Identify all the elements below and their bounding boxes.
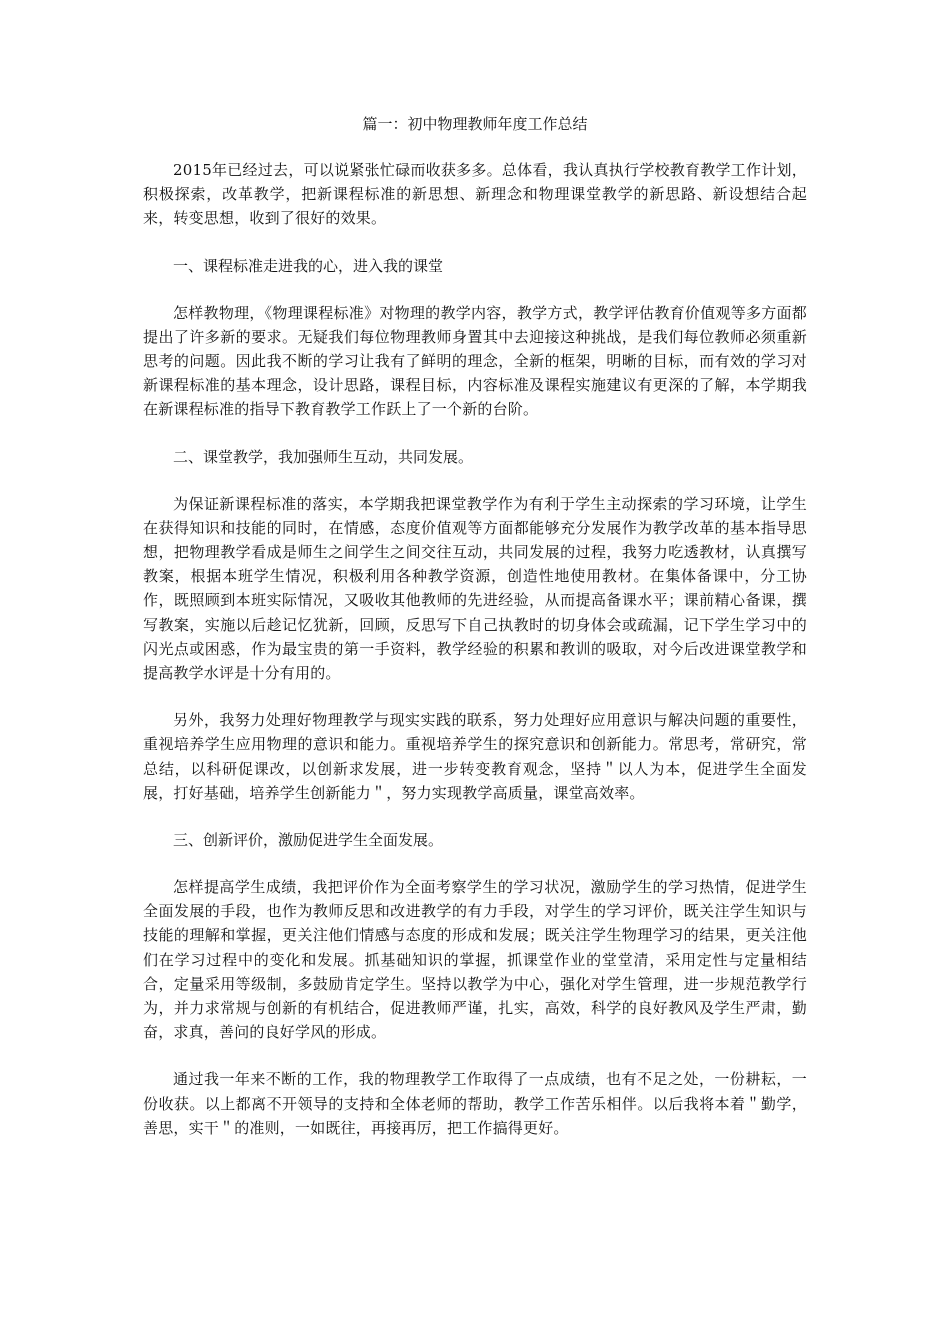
section-2-heading: 二、课堂教学，我加强师生互动，共同发展。 — [173, 447, 474, 466]
section-1-paragraph: 怎样教物理，《物理课程标准》对物理的教学内容，教学方式，教学评估教育价值观等多方面都提出了许多新的要求。无疑我们每位物理教师身置其中去迎接这种挑战，是我们每位教师必须重新思考的问题。因此我不断的学习让我有了鲜明的理念，全新的框架，明晰的目标，而有效的学习对新课程标准的基本理念，设计思路，课程目标，内容标准及课程实施建议有更深的了解，本学期我在新课程标准的指导下教育教学工作跃上了一个新的台阶。 — [143, 303, 807, 419]
section-1-heading: 一、课程标准走进我的心，进入我的课堂 — [173, 256, 444, 275]
section-3-paragraph: 怎样提高学生成绩，我把评价作为全面考察学生的学习状况，激励学生的学习热情，促进学生全面发展的手段，也作为教师反思和改进教学的有力手段，对学生的学习评价，既关注学生知识与技能的理解和掌握，更关注他们情感与态度的形成和发展；既关注学生物理学习的结果，更关注他们在学习过程中的变化和发展。抓基础知识的掌握，抓课堂作业的堂堂清，采用定性与定量相结合，定量采用等级制，多鼓励肯定学生。坚持以教学为中心，强化对学生管理，进一步规范教学行为，并力求常规与创新的有机结合，促进教师严谨，扎实，高效，科学的良好教风及学生严肃，勤奋，求真，善问的良好学风的形成。 — [143, 878, 807, 1042]
document-page — [143, 112, 807, 1163]
section-2-paragraph-1: 为保证新课程标准的落实，本学期我把课堂教学作为有利于学生主动探索的学习环境，让学生在获得知识和技能的同时，在情感，态度价值观等方面都能够充分发展作为教学改革的基本指导思想，把物理教学看成是师生之间学生之间交往互动，共同发展的过程，我努力吃透教材，认真撰写教案，根据本班学生情况，积极利用各种教学资源，创造性地使用教材。在集体备课中，分工协作，既照顾到本班实际情况，又吸收其他教师的先进经验，从而提高备课水平；课前精心备课，撰写教案，实施以后趁记忆犹新，回顾，反思写下自己执教时的切身体会或疏漏，记下学生学习中的闪光点或困惑，作为最宝贵的第一手资料，教学经验的积累和教训的吸取，对今后改进课堂教学和提高教学水评是十分有用的。 — [143, 494, 807, 683]
intro-paragraph: 2015年已经过去，可以说紧张忙碌而收获多多。总体看，我认真执行学校教育教学工作计划，积极探索，改革教学，把新课程标准的新思想、新理念和物理课堂教学的新思路、新设想结合起来，转变思想，收到了很好的效果。 — [143, 161, 807, 228]
closing-paragraph: 通过我一年来不断的工作，我的物理教学工作取得了一点成绩，也有不足之处，一份耕耘，一份收获。以上都离不开领导的支持和全体老师的帮助，教学工作苦乐相伴。以后我将本着＂勤学，善思，实干＂的准则，一如既往，再接再厉，把工作搞得更好。 — [143, 1070, 807, 1137]
section-3-heading: 三、创新评价，激励促进学生全面发展。 — [173, 831, 444, 850]
section-2-paragraph-2: 另外，我努力处理好物理教学与现实实践的联系，努力处理好应用意识与解决问题的重要性，重视培养学生应用物理的意识和能力。重视培养学生的探究意识和创新能力。常思考，常研究，常总结，以科研促课改，以创新求发展，进一步转变教育观念，坚持＂以人为本，促进学生全面发展，打好基础，培养学生创新能力＂，努力实现教学高质量，课堂高效率。 — [143, 711, 807, 802]
document-title: 篇一：初中物理教师年度工作总结 — [362, 115, 588, 133]
